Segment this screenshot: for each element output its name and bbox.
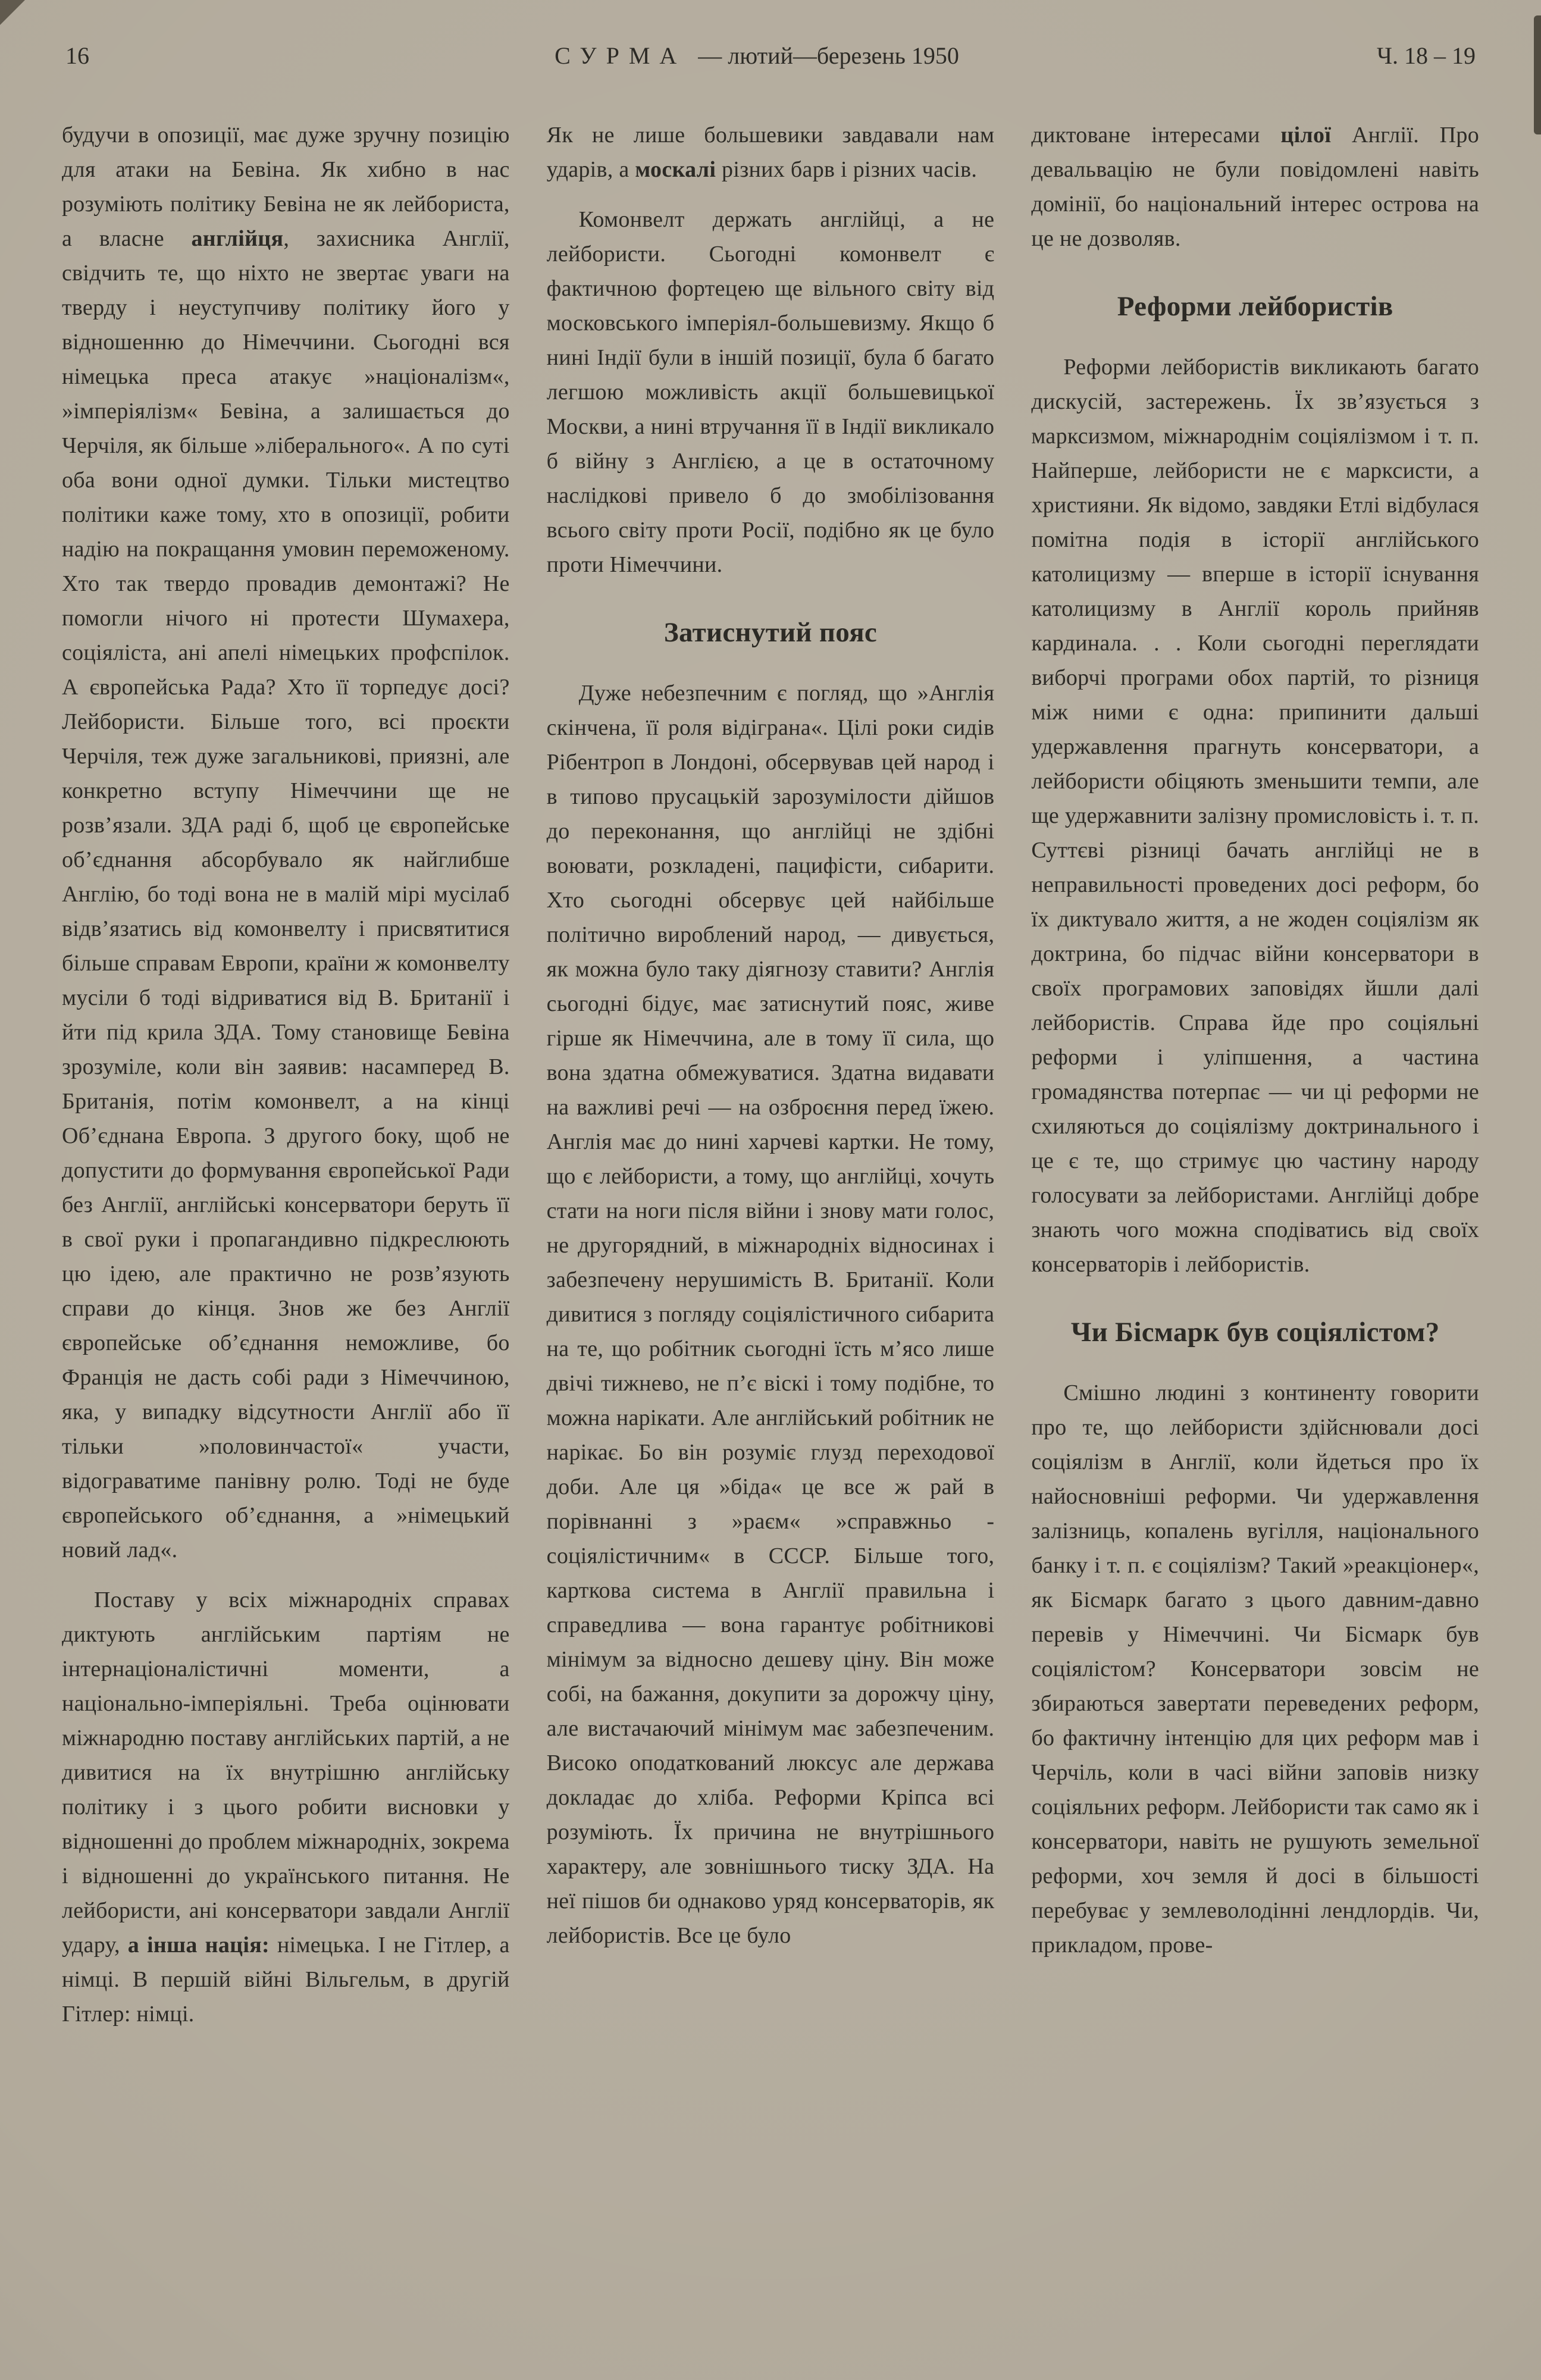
title-date: — лютий—березень 1950 [698,42,959,69]
page-number: 16 [65,42,89,69]
column-2 [547,118,995,2047]
section-heading: Чи Бісмарк був соціялістом? [1070,1317,1440,1348]
masthead-text: СУРМА [555,42,687,69]
paragraph: Реформи лейбористів викликають багато дискусій, застережень. Їх зв’язується з марксизмом, міжнароднім соціялізмом і т. п. Найперше, лейбористи не є марксисти, а християни. Як відомо, завдяки Етлі відбулася помітна подія в історії англійського католицизму — вперше в історії існування католицизму в Англії король прийняв кардинала. . . Коли сьогодні переглядати виборчі програми обох партій, то різниця між ними є одна: припинити дальші удержавлення прагнуть консерватори, а лейбористи обіцяють зменьшити темпи, але ще удержавнити залізну промисловість і. т. п. Суттєві різниці бачать англійці не в неправильності проведених досі реформ, бо їх диктувало життя, а не жоден соціялізм як доктрина, бо підчас війни консерватори в своїх програмових заповідях йшли далі лейбористів. Справа йде про соціяльні реформи і уліпшення, а частина громадянства потерпає — чи ці реформи не схиляються до соціялізму доктринального і це є те, що стримує цю частину народу голосувати за лейбористами. Англійці добре знають чого можна сподіватись від своїх консерваторів і лейбористів. [1031,355,1480,1277]
paragraph: будучи в опозиції, має дуже зручну позицію для атаки на Бевіна. Як хибно в нас розуміють політику Бевіна не як лейбориста, а власне англійця, захисника Англії, свідчить те, що ніхто не звертає уваги на тверду і неуступчиву політику його у відношенню до Німеччини. Сьогодні вся німецька преса атакує »націоналізм«, »імперіялізм« Бевіна, а залишається до Черчіля, як більше »ліберального«. А по суті оба вони одної думки. Тільки мистецтво політики каже тому, хто в опозиції, робити надію на покращання умовин переможеному. Хто так твердо провадив демонтажі? Не помогли нічого ні протести Шумахера, соціяліста, ані апелі німецьких профспілок. А європейська Рада? Хто її торпедує досі? Лейбористи. Більше того, всі проєкти Черчіля, теж дуже загальникові, приязні, але конкретно вступу Німеччини ще не розв’язали. ЗДА раді б, щоб це європейське об’єднання абсорбувало як найглибше Англію, бо тоді вона не в малій мірі мусілаб відв’язатись від комонвелту і присвятитися більше справам Европи, країни ж комонвелту мусіли б тоді відриватися від В. Британії і йти під крила ЗДА. Тому становище Бевіна зрозуміле, коли він заявив: насамперед В. Британія, потім комонвелт, а на кінці Об’єднана Европа. З другого боку, щоб не допустити до формування європейської Ради без Англії, англійські консерватори беруть її в свої руки і пропагандивно підкреслюють цю ідею, але практично не розв’язують справи до кінця. Знов же без Англії європейське об’єднання неможливе, бо Франція не дасть собі ради з Німеччиною, яка, у випадку відсутности Англії або її тільки »половинчастої« участи, відограватиме панівну ролю. Тоді не буде європейського об’єднання, а »німецький новий лад«. [62,123,510,1562]
page-title [555,42,959,70]
column-1 [62,118,510,2047]
scan-artifact-corner [0,0,25,25]
paragraph: Поставу у всіх міжнародніх справах диктують англійським партіям не інтернаціоналістичні моменти, а національно-імперіяльні. Треба оцінювати міжнародню поставу англійських партій, а не дивитися на їх внутрішню англійську політику і з цього робити висновки у відношенні до проблем міжнародніх, зокрема і відношенні до українського питання. Не лейбористи, ані консерватори завдали Англії удару, а інша нація: німецька. І не Гітлер, а німці. В першій війні Вільгельм, в другій Гітлер: німці. [62,1587,510,2027]
paragraph: Комонвелт держать англійці, а не лейбористи. Сьогодні комонвелт є фактичною фортецею ще вільного світу від московського імперіял-большевизму. Якщо б нині Індії були в іншій позиції, була б багато легшою можливість акції большевицької Москви, а нині втручання її в Індії викликало б війну з Англією, а це в остаточному наслідкові привело б до змобілізовання всього світу проти Росії, подібно як це було проти Німеччини. [546,207,995,577]
section-heading: Затиснутий пояс [663,617,878,648]
page-header [62,42,1479,70]
paragraph: Смішно людині з континенту говорити про те, що лейбористи здійснювали досі соціялізм в Англії, коли йдеться про їх найосновніші реформи. Чи удержавлення залізниць, копалень вугілля, національного банку і т. п. є соціялізм? Такий »реакціонер«, як Бісмарк багато з цього давним-давно перевів у Німеччині. Чи Бісмарк був соціялістом? Консерватори зовсім не збираються завертати переведених реформ, бо фактичну інтенцію для цих реформ мав і Черчіль, коли в часі війни заповів низку соціяльних реформ. Лейбористи так само як і консерватори, навіть не рушують земельної реформи, хоч земля й досі в більшості перебуває у землеволодінні лендлордів. Чи, прикладом, прове- [1031,1380,1480,1958]
paragraph: Як не лише большевики завдавали нам ударів, а москалі різних барв і різних часів. [546,123,995,182]
scan-artifact-edge [1534,15,1541,134]
page-content [62,42,1479,2380]
issue-number: Ч. 18 – 19 [1377,42,1476,69]
section-heading: Реформи лейбористів [1117,291,1393,322]
paragraph: Дуже небезпечним є погляд, що »Англія скінчена, її роля відіграна«. Цілі роки сидів Рібентроп в Лондоні, обсервував цей народ і в типово прусацькій зарозумілости дійшов до переконання, що англійці не здібні воювати, розкладені, пацифісти, сибарити. Хто сьогодні обсервує цей найбільше політично вироблений народ, — дивується, як можна було таку діягнозу ставити? Англія сьогодні бідує, має затиснутий пояс, живе гірше як Німеччина, але в тому її сила, що вона здатна обмежуватися. Здатна видавати на важливі речі — на озброєння перед їжею. Англія має до нині харчеві картки. Не тому, що є лейбористи, а тому, що англійці, хочуть стати на ноги після війни і знову мати голос, не другорядний, в міжнародніх відносинах і забезпечену нерушимість В. Британії. Коли дивитися з погляду соціялістичного сибарита на те, що робітник сьогодні їсть м’ясо лише двічі тижнево, не п’є віскі і тому подібне, то можна нарікати. Але англійський робітник не нарікає. Бо він розуміє глузд переходової доби. Але ця »біда« це все ж рай в порівнанні з »раєм« »справжньо - соціялістичним« в СССР. Більше того, карткова система в Англії правильна і справедлива — вона гарантує робітникові мінімум за відносно дешеву ціну. Він може собі, на бажання, докупити за дорожчу ціну, але вистачаючий мінімум має забезпеченим. Високо оподаткований люксус але держава докладає до хліба. Реформи Кріпса всі розуміють. Їх причина не внутрішнього характеру, але зовнішнього тиску ЗДА. На неї пішов би однаково уряд консерваторів, як лейбористів. Все це було [546,681,995,1948]
paragraph: диктоване інтересами цілої Англії. Про девальвацію не були повідомлені навіть домінії, бо національний інтерес острова на це не дозволяв. [1031,123,1480,251]
column-3 [1031,118,1479,2047]
column-layout [62,118,1479,2047]
